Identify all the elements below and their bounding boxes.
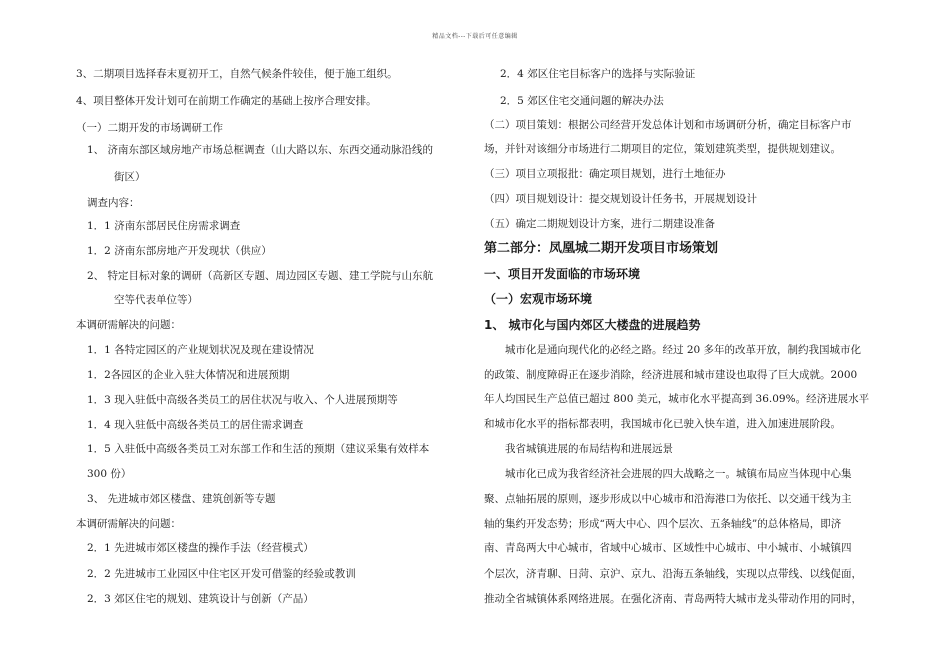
list-item: 1．3 现入驻低中高级各类员工的居住状况与收入、个人进展预期等 [87,394,398,406]
paragraph-line: 聚、点轴拓展的原则，逐步形成以中心城市和沿海港口为依托、以交通干线为主 [484,493,852,505]
paragraph-line: 本调研需解决的问题： [76,518,181,530]
list-item: 1．2 济南东部房地产开发现状（供应） [87,245,272,257]
paragraph-line: 南、青岛两大中心城市，省域中心城市、区域性中心城市、中小城市、小城镇四 [484,542,852,554]
paragraph-line: 和城市化水平的指标都表明，我国城市化已驶入快车道，进入加速进展阶段。 [484,418,841,430]
paragraph-line: 轴的集约开发态势；形成“两大中心、四个层次、五条轴线”的总体格局，即济 [484,518,842,530]
list-item: 1．1 济南东部居民住房需求调查 [87,220,241,232]
page-header: 精品文档---下载后可任意编辑 [432,33,518,40]
paragraph-line: 4、项目整体开发计划可在前期工作确定的基础上按序合理安排。 [76,95,377,107]
paragraph-line: （三）项目立项报批：确定项目规划，进行土地征办 [484,168,726,180]
paragraph-line: 年人均国民生产总值已超过 800 美元，城市化水平提高到 36.09%。经济进展水平 [484,393,870,405]
list-item: 2．3 郊区住宅的规划、建筑设计与创新（产品） [87,593,314,605]
paragraph-line: 的政策、制度障碍正在逐步消除，经济进展和城市建设也取得了巨大成就。2000 [484,369,858,381]
paragraph-line: 我省城镇进展的布局结构和进展远景 [505,443,673,455]
list-item: 2．1 先进城市郊区楼盘的操作手法（经营模式） [87,542,314,554]
list-item: 3、 先进城市郊区楼盘、建筑创新等专题 [87,493,276,505]
list-item: 2．4 郊区住宅目标客户的选择与实际验证 [500,68,696,80]
list-item: 2、 特定目标对象的调研（高新区专题、周边园区专题、建工学院与山东航 [87,270,434,282]
paragraph-line: 3、二期项目选择春末夏初开工，自然气候条件较佳，便于施工组织。 [76,68,398,80]
paragraph-line: 城市化已成为我省经济社会进展的四大战略之一。城镇布局应当体现中心集 [505,468,852,480]
list-item: 1．5 入驻低中高级各类员工对东部工作和生活的预期（建议采集有效样本 [87,443,430,455]
list-item-continued: 空等代表单位等） [114,294,198,306]
section-heading: 一、项目开发面临的市场环境 [484,267,641,281]
list-item: 1．2各园区的企业入驻大体情况和进展预期 [87,369,290,381]
list-item: 2．2 先进城市工业园区中住宅区开发可借鉴的经验或教训 [87,568,356,580]
list-item-continued: 300 份） [87,468,132,480]
paragraph-line: （五）确定二期规划设计方案，进行二期建设准备 [484,218,715,230]
paragraph-line: （二）项目策划：根据公司经营开发总体计划和市场调研分析，确定目标客户市 [484,119,852,131]
paragraph-line: 调查内容： [87,197,140,209]
part-heading: 第二部分：凤凰城二期开发项目市场策划 [484,241,719,256]
section-heading: （一）二期开发的市场调研工作 [76,122,223,134]
paragraph-line: 本调研需解决的问题： [76,319,181,331]
paragraph-line: 个层次，济青聊、日菏、京沪、京九、沿海五条轴线，实现以点带线、以线促面， [484,568,862,580]
paragraph-line: 场，并针对该细分市场进行二期项目的定位，策划建筑类型，提供规划建议。 [484,143,841,155]
list-item: 1、 济南东部区域房地产市场总框调查（山大路以东、东西交通动脉沿线的 [87,144,434,156]
paragraph-line: 城市化是通向现代化的必经之路。经过 20 多年的改革开放，制约我国城市化 [505,344,862,356]
topic-heading: 1、 城市化与国内郊区大楼盘的进展趋势 [484,318,701,332]
paragraph-line: （四）项目规划设计：提交规划设计任务书，开展规划设计 [484,193,757,205]
paragraph-line: 推动全省城镇体系网络进展。在强化济南、青岛两特大城市龙头带动作用的同时， [484,593,862,605]
list-item: 2．5 郊区住宅交通问题的解决办法 [500,95,664,107]
list-item: 1．1 各特定园区的产业规划状况及现在建设情况 [87,344,314,356]
list-item-continued: 街区） [114,171,146,183]
list-item: 1．4 现入驻低中高级各类员工的居住需求调查 [87,419,304,431]
subsection-heading: （一）宏观市场环境 [484,292,593,306]
